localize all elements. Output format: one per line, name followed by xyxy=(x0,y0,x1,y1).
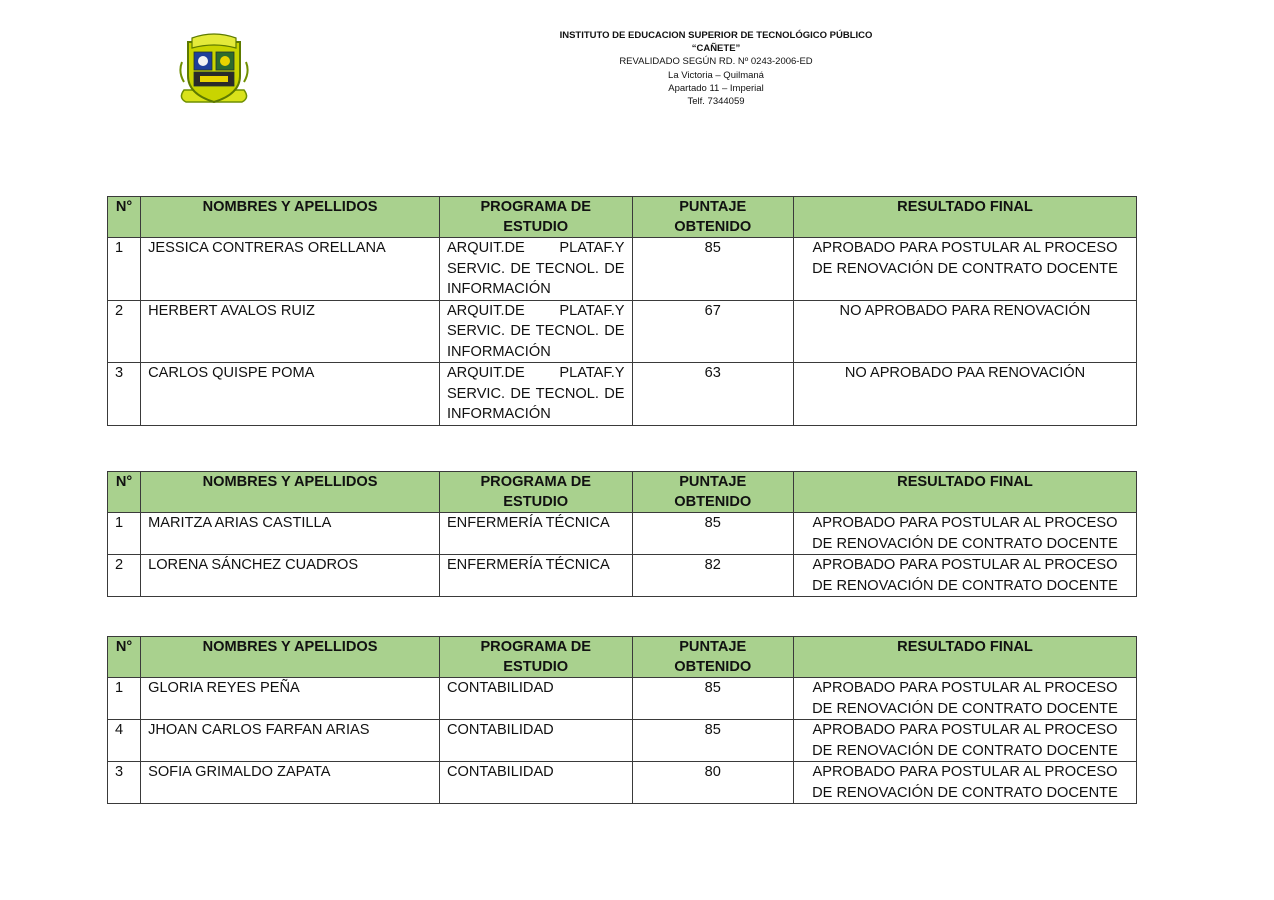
col-score: PUNTAJE OBTENIDO xyxy=(632,472,793,513)
row-result: APROBADO PARA POSTULAR AL PROCESO DE RENOVACIÓN DE CONTRATO DOCENTE xyxy=(793,762,1136,804)
row-result: APROBADO PARA POSTULAR AL PROCESO DE RENOVACIÓN DE CONTRATO DOCENTE xyxy=(793,513,1136,555)
row-score: 85 xyxy=(632,678,793,720)
col-number: N° xyxy=(108,472,141,513)
row-score: 63 xyxy=(632,363,793,426)
col-names: NOMBRES Y APELLIDOS xyxy=(141,472,440,513)
results-table-it xyxy=(107,196,1137,426)
institution-header xyxy=(540,29,892,108)
row-number: 1 xyxy=(108,513,141,555)
table-row xyxy=(108,300,1137,363)
row-result: APROBADO PARA POSTULAR AL PROCESO DE RENOVACIÓN DE CONTRATO DOCENTE xyxy=(793,555,1136,597)
row-number: 3 xyxy=(108,363,141,426)
row-name: LORENA SÁNCHEZ CUADROS xyxy=(141,555,440,597)
col-result: RESULTADO FINAL xyxy=(793,637,1136,678)
row-result: APROBADO PARA POSTULAR AL PROCESO DE RENOVACIÓN DE CONTRATO DOCENTE xyxy=(793,678,1136,720)
table-header-row xyxy=(108,472,1137,513)
col-score: PUNTAJE OBTENIDO xyxy=(632,197,793,238)
row-program: ARQUIT.DE PLATAF.Y SERVIC. DE TECNOL. DE INFORMACIÓN xyxy=(439,300,632,363)
row-result: NO APROBADO PAA RENOVACIÓN xyxy=(793,363,1136,426)
row-program: ARQUIT.DE PLATAF.Y SERVIC. DE TECNOL. DE INFORMACIÓN xyxy=(439,238,632,301)
row-program: CONTABILIDAD xyxy=(439,720,632,762)
row-number: 1 xyxy=(108,238,141,301)
row-number: 2 xyxy=(108,300,141,363)
row-result: NO APROBADO PARA RENOVACIÓN xyxy=(793,300,1136,363)
row-score: 85 xyxy=(632,238,793,301)
col-result: RESULTADO FINAL xyxy=(793,197,1136,238)
row-name: HERBERT AVALOS RUIZ xyxy=(141,300,440,363)
resolution-line: REVALIDADO SEGÚN RD. Nº 0243-2006-ED xyxy=(619,56,813,68)
col-program: PROGRAMA DE ESTUDIO xyxy=(439,637,632,678)
col-program: PROGRAMA DE ESTUDIO xyxy=(439,472,632,513)
row-name: JHOAN CARLOS FARFAN ARIAS xyxy=(141,720,440,762)
row-number: 2 xyxy=(108,555,141,597)
col-names: NOMBRES Y APELLIDOS xyxy=(141,197,440,238)
col-number: N° xyxy=(108,197,141,238)
row-number: 3 xyxy=(108,762,141,804)
row-name: JESSICA CONTRERAS ORELLANA xyxy=(141,238,440,301)
table-header-row xyxy=(108,197,1137,238)
results-table-accounting xyxy=(107,636,1137,804)
col-names: NOMBRES Y APELLIDOS xyxy=(141,637,440,678)
address-line: La Victoria – Quilmaná xyxy=(668,69,764,81)
row-result: APROBADO PARA POSTULAR AL PROCESO DE RENOVACIÓN DE CONTRATO DOCENTE xyxy=(793,238,1136,301)
row-name: CARLOS QUISPE POMA xyxy=(141,363,440,426)
row-score: 85 xyxy=(632,513,793,555)
table-row xyxy=(108,678,1137,720)
row-program: CONTABILIDAD xyxy=(439,762,632,804)
table-row xyxy=(108,363,1137,426)
phone-line: Telf. 7344059 xyxy=(687,96,745,108)
institution-short-name: “CAÑETE” xyxy=(691,43,741,55)
institute-crest-icon xyxy=(178,32,250,108)
row-result: APROBADO PARA POSTULAR AL PROCESO DE RENOVACIÓN DE CONTRATO DOCENTE xyxy=(793,720,1136,762)
row-number: 1 xyxy=(108,678,141,720)
row-program: ENFERMERÍA TÉCNICA xyxy=(439,513,632,555)
table-row xyxy=(108,720,1137,762)
table-row xyxy=(108,513,1137,555)
col-score: PUNTAJE OBTENIDO xyxy=(632,637,793,678)
row-score: 85 xyxy=(632,720,793,762)
institution-name: INSTITUTO DE EDUCACION SUPERIOR DE TECNOLÓGICO PÚBLICO xyxy=(559,30,873,41)
row-name: GLORIA REYES PEÑA xyxy=(141,678,440,720)
po-box-line: Apartado 11 – Imperial xyxy=(668,82,764,94)
results-table-nursing xyxy=(107,471,1137,597)
row-program: ENFERMERÍA TÉCNICA xyxy=(439,555,632,597)
row-program: CONTABILIDAD xyxy=(439,678,632,720)
row-program: ARQUIT.DE PLATAF.Y SERVIC. DE TECNOL. DE INFORMACIÓN xyxy=(439,363,632,426)
table-header-row xyxy=(108,637,1137,678)
row-score: 67 xyxy=(632,300,793,363)
row-name: MARITZA ARIAS CASTILLA xyxy=(141,513,440,555)
col-program: PROGRAMA DE ESTUDIO xyxy=(439,197,632,238)
table-row xyxy=(108,238,1137,301)
row-name: SOFIA GRIMALDO ZAPATA xyxy=(141,762,440,804)
row-score: 82 xyxy=(632,555,793,597)
table-row xyxy=(108,762,1137,804)
row-score: 80 xyxy=(632,762,793,804)
col-number: N° xyxy=(108,637,141,678)
table-row xyxy=(108,555,1137,597)
row-number: 4 xyxy=(108,720,141,762)
col-result: RESULTADO FINAL xyxy=(793,472,1136,513)
